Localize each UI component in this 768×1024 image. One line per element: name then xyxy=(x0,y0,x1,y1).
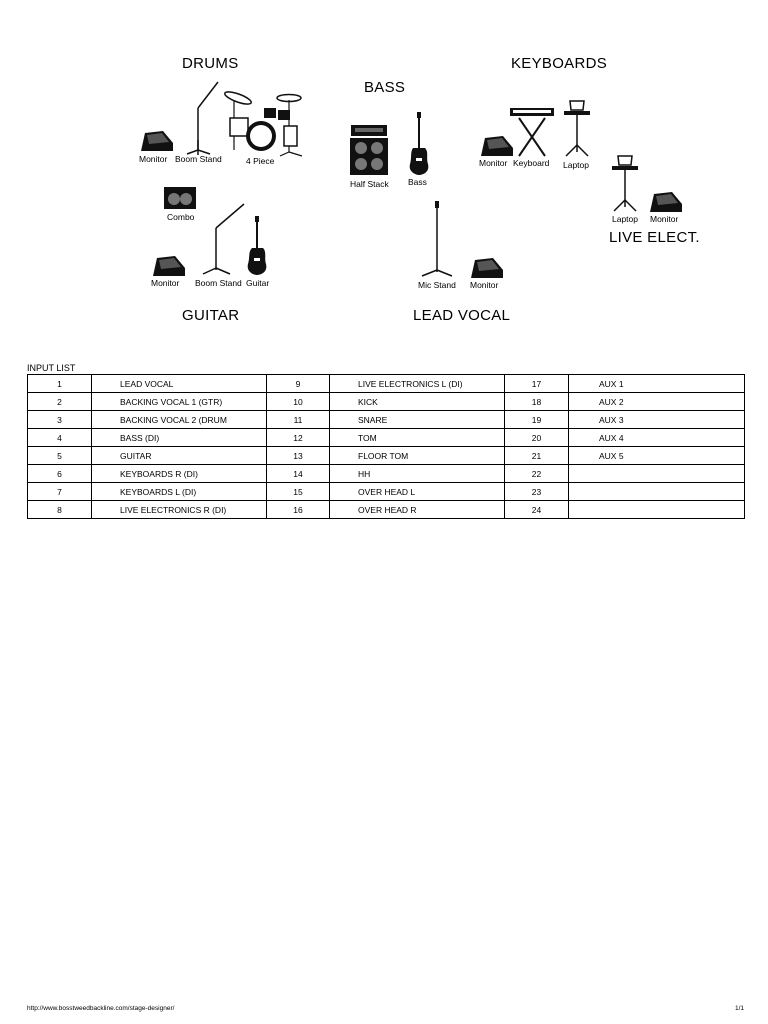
half-stack-label: Half Stack xyxy=(350,179,389,189)
lead-vocal-monitor-label: Monitor xyxy=(470,280,499,290)
live-elect-monitor-icon xyxy=(648,191,684,213)
table-row xyxy=(28,447,745,465)
channel-name: OVER HEAD R xyxy=(330,501,505,519)
guitar-boom-stand-label: Boom Stand xyxy=(195,278,242,288)
combo-amp-icon xyxy=(163,186,197,210)
channel-name xyxy=(569,501,745,519)
lead-vocal-monitor-icon xyxy=(469,257,505,279)
bass-guitar-label: Bass xyxy=(408,177,427,187)
table-row xyxy=(28,375,745,393)
channel-name: AUX 3 xyxy=(569,411,745,429)
channel-name: BACKING VOCAL 1 (GTR) xyxy=(92,393,267,411)
table-row xyxy=(28,465,745,483)
channel-name: GUITAR xyxy=(92,447,267,465)
keyboards-title: KEYBOARDS xyxy=(511,55,608,72)
channel-name: AUX 4 xyxy=(569,429,745,447)
channel-name: HH xyxy=(330,465,505,483)
channel-name: BASS (DI) xyxy=(92,429,267,447)
drum-kit-icon xyxy=(212,88,308,158)
footer-page-number: 1/1 xyxy=(734,1005,744,1012)
channel-number: 8 xyxy=(28,501,92,519)
channel-number: 22 xyxy=(505,465,569,483)
electric-guitar-label: Guitar xyxy=(246,278,270,288)
bass-guitar-icon xyxy=(408,112,430,176)
channel-name: KEYBOARDS L (DI) xyxy=(92,483,267,501)
channel-name: AUX 5 xyxy=(569,447,745,465)
channel-name: LIVE ELECTRONICS R (DI) xyxy=(92,501,267,519)
mic-stand-label: Mic Stand xyxy=(418,280,456,290)
channel-number: 14 xyxy=(267,465,330,483)
input-list-table xyxy=(27,374,745,519)
drums-monitor-label: Monitor xyxy=(139,154,168,164)
channel-name: OVER HEAD L xyxy=(330,483,505,501)
channel-name: KICK xyxy=(330,393,505,411)
channel-number: 3 xyxy=(28,411,92,429)
electric-guitar-icon xyxy=(246,216,268,276)
footer-url: http://www.bosstweedbackline.com/stage-designer/ xyxy=(27,1005,175,1012)
live-elect-laptop-label: Laptop xyxy=(612,214,638,224)
table-row xyxy=(28,393,745,411)
channel-number: 24 xyxy=(505,501,569,519)
input-list-title: INPUT LIST xyxy=(27,363,76,373)
channel-number: 23 xyxy=(505,483,569,501)
channel-number: 15 xyxy=(267,483,330,501)
bass-title: BASS xyxy=(364,79,406,96)
channel-name xyxy=(569,483,745,501)
channel-number: 7 xyxy=(28,483,92,501)
channel-number: 19 xyxy=(505,411,569,429)
half-stack-icon xyxy=(349,124,389,176)
keyboard-label: Keyboard xyxy=(513,158,550,168)
channel-name: BACKING VOCAL 2 (DRUM xyxy=(92,411,267,429)
live-elect-title: LIVE ELECT. xyxy=(609,229,700,246)
guitar-boom-stand-icon xyxy=(200,202,246,276)
channel-number: 11 xyxy=(267,411,330,429)
drums-monitor-icon xyxy=(139,130,175,152)
combo-amp-label: Combo xyxy=(167,212,195,222)
guitar-monitor-label: Monitor xyxy=(151,278,180,288)
channel-number: 16 xyxy=(267,501,330,519)
drums-boom-stand-label: Boom Stand xyxy=(175,154,222,164)
table-row xyxy=(28,429,745,447)
keyboards-monitor-label: Monitor xyxy=(479,158,508,168)
channel-number: 2 xyxy=(28,393,92,411)
channel-name: FLOOR TOM xyxy=(330,447,505,465)
channel-number: 18 xyxy=(505,393,569,411)
channel-name: LEAD VOCAL xyxy=(92,375,267,393)
channel-number: 20 xyxy=(505,429,569,447)
input-list-rows xyxy=(28,375,745,519)
lead-vocal-title: LEAD VOCAL xyxy=(413,307,511,324)
keyboards-laptop-label: Laptop xyxy=(563,160,589,170)
channel-name: TOM xyxy=(330,429,505,447)
channel-number: 1 xyxy=(28,375,92,393)
table-row xyxy=(28,483,745,501)
channel-number: 12 xyxy=(267,429,330,447)
channel-number: 4 xyxy=(28,429,92,447)
drums-title: DRUMS xyxy=(182,55,239,72)
channel-number: 6 xyxy=(28,465,92,483)
live-elect-monitor-label: Monitor xyxy=(650,214,679,224)
channel-number: 10 xyxy=(267,393,330,411)
drum-kit-label: 4 Piece xyxy=(246,156,275,166)
channel-name: LIVE ELECTRONICS L (DI) xyxy=(330,375,505,393)
channel-name xyxy=(569,465,745,483)
channel-number: 21 xyxy=(505,447,569,465)
channel-name: SNARE xyxy=(330,411,505,429)
keyboard-icon xyxy=(509,106,555,158)
table-row xyxy=(28,501,745,519)
channel-name: AUX 2 xyxy=(569,393,745,411)
channel-number: 9 xyxy=(267,375,330,393)
table-row xyxy=(28,411,745,429)
channel-number: 13 xyxy=(267,447,330,465)
guitar-title: GUITAR xyxy=(182,307,240,324)
channel-name: KEYBOARDS R (DI) xyxy=(92,465,267,483)
channel-number: 17 xyxy=(505,375,569,393)
channel-number: 5 xyxy=(28,447,92,465)
live-elect-laptop-icon xyxy=(609,155,641,213)
keyboards-laptop-icon xyxy=(561,100,593,158)
channel-name: AUX 1 xyxy=(569,375,745,393)
guitar-monitor-icon xyxy=(151,255,187,277)
mic-stand-icon xyxy=(420,200,454,278)
